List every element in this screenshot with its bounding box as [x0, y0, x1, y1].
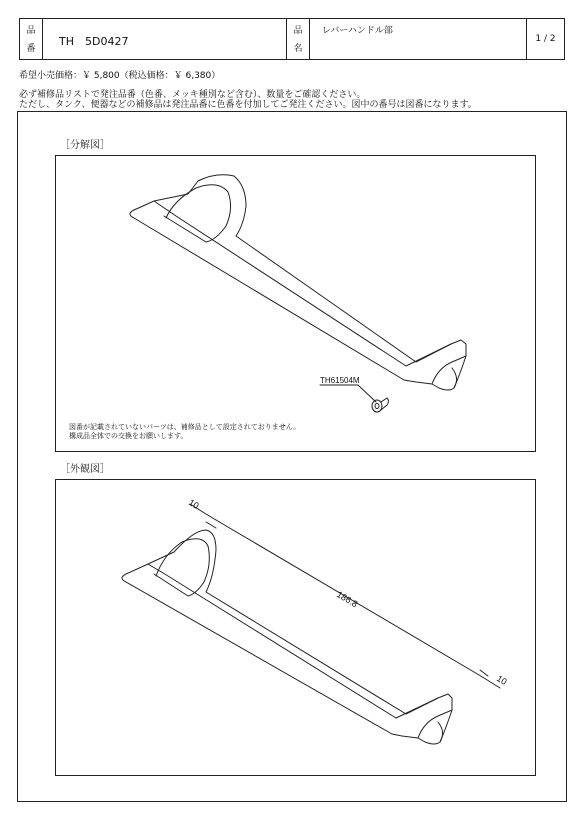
name-label-2: 名 [293, 44, 303, 54]
lever-boss [452, 368, 457, 388]
ring-inner [156, 539, 209, 596]
external-view-drawing [56, 480, 537, 777]
exploded-footnote-2: 構成品全体での交換をお願いします。 [69, 432, 188, 440]
name-label-1: 品 [293, 26, 303, 36]
price-line: 希望小売価格：￥ 5,800（税込価格：￥ 6,380） [19, 71, 221, 81]
handle-top-edge [148, 564, 438, 718]
handle-top-edge [154, 201, 451, 366]
exploded-view-label: ［分解図］ [60, 140, 110, 151]
note-line-2: ただし、タンク、便器などの補修品は発注品番に色番を付加してご発注ください。図中の番号は図番になります。 [19, 100, 477, 110]
exploded-footnote-1: 図番が記載されていないパーツは、補修品として設定されておりません。 [69, 423, 301, 431]
handle-body-outline [130, 175, 466, 390]
exploded-view-box [55, 155, 536, 452]
header-table [19, 18, 565, 60]
callout-part-number: TH61504M [320, 376, 360, 385]
part-no-label-2: 番 [26, 44, 36, 54]
dim-top-value: 10 [186, 497, 201, 511]
ring-inner [166, 185, 231, 242]
callout-leader [320, 385, 376, 402]
dim-right-value: 10 [494, 673, 509, 687]
lever-boss [438, 722, 443, 742]
part-no-label-1: 品 [26, 26, 36, 36]
page-number: 1 / 2 [535, 34, 556, 44]
name-label-cell [287, 19, 310, 59]
dim-length-value: 186.8 [334, 589, 360, 610]
note-line-1: 必ず補修品リストで発注品番（色番、メッキ種別など含む）、数量をご確認ください。 [19, 90, 366, 100]
ring-shadow [164, 216, 206, 242]
dim-extension-right [480, 670, 488, 676]
part-no-cell [43, 19, 287, 59]
external-view-label: ［外観図］ [60, 464, 110, 475]
part-name: レバーハンドル部 [322, 26, 393, 36]
part-name-cell [310, 19, 527, 59]
part-no-label-cell [20, 19, 43, 59]
dim-extension-top [206, 522, 216, 528]
page-cell [527, 19, 564, 59]
external-view-box [55, 479, 536, 776]
part-number: TH 5D0427 [59, 35, 129, 48]
exploded-view-drawing [56, 156, 537, 453]
